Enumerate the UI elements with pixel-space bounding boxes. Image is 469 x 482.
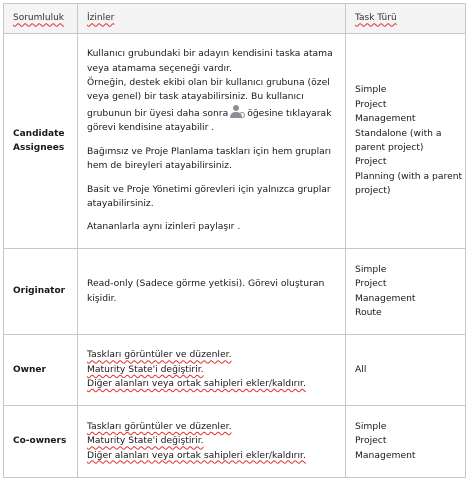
- permissions-cell: [78, 249, 346, 335]
- header-task-type-label: Task Türü: [355, 13, 397, 24]
- header-permissions: [78, 4, 346, 34]
- role-label: Candidate Assignees: [13, 128, 65, 153]
- permission-text: Örneğin, destek ekibi olan bir kullanıcı grubuna (özel veya genel) bir task atayabilirsiniz. Bu kullanıcı: [87, 77, 330, 103]
- role-cell: [4, 335, 78, 406]
- header-role-label: Sorumluluk: [13, 13, 65, 24]
- header-task-type: [346, 4, 466, 34]
- permission-text-with-icon: [87, 105, 345, 136]
- permission-text: Taskları görüntüler ve düzenler.: [87, 349, 232, 361]
- permissions-cell: [78, 335, 346, 406]
- role-cell: [4, 406, 78, 478]
- permission-text: Basit ve Proje Yönetimi görevleri için yalnızca gruplar atayabilirsiniz.: [87, 183, 331, 209]
- permission-text: Kullanıcı grubundaki bir adayın kendisini taska atama veya atamama seçeneği vardır.: [87, 48, 333, 74]
- permissions-cell: [78, 34, 346, 249]
- task-type-cell: [346, 249, 466, 335]
- task-type-value: Planning (with a parent project): [355, 170, 463, 197]
- table-row: [4, 335, 466, 406]
- role-label: Originator: [13, 286, 66, 297]
- table-row: [4, 34, 466, 249]
- task-type-value: All: [355, 363, 367, 375]
- permissions-cell: [78, 406, 346, 478]
- task-type-value: Project: [355, 278, 387, 290]
- table-row: [4, 249, 466, 335]
- task-type-value: Standalone (with a parent project): [355, 127, 442, 153]
- header-role: [4, 4, 78, 34]
- task-type-value: Route: [355, 306, 382, 318]
- task-type-value: Simple: [355, 84, 387, 96]
- task-type-cell: [346, 406, 466, 478]
- role-cell: [4, 249, 78, 335]
- permission-text: Diğer alanları veya ortak sahipleri ekler/kaldırır.: [87, 378, 306, 390]
- task-type-value: Project: [355, 156, 387, 168]
- task-type-value: Management: [355, 292, 416, 304]
- task-type-value: Simple: [355, 420, 387, 432]
- permission-text: Diğer alanları veya ortak sahipleri ekler/kaldırır.: [87, 449, 306, 461]
- table-header-row: [4, 4, 466, 34]
- table-row: [4, 406, 466, 478]
- task-type-value: Project: [355, 435, 387, 447]
- permission-text: Taskları görüntüler ve düzenler.: [87, 420, 232, 432]
- permission-text: Maturity State'i değiştirir.: [87, 363, 204, 375]
- task-type-value: Project: [355, 98, 387, 110]
- task-type-value: Management: [355, 113, 416, 125]
- permission-text: öğesine tıklayarak görevi kendisine atayabilir .: [87, 107, 332, 134]
- task-type-cell: [346, 34, 466, 249]
- task-type-cell: [346, 335, 466, 406]
- permissions-table: [3, 3, 466, 478]
- permission-text: Bağımsız ve Proje Planlama taskları için hem grupları hem de bireyleri atayabilirsiniz.: [87, 145, 332, 172]
- task-type-value: Management: [355, 449, 416, 461]
- role-label: Owner: [13, 364, 46, 375]
- role-label: Co-owners: [13, 436, 67, 447]
- header-permissions-label: İzinler: [87, 13, 115, 24]
- permission-text: Maturity State'i değiştirir.: [87, 435, 204, 447]
- task-type-value: Simple: [355, 263, 387, 275]
- permission-text: Atananlarla aynı izinleri paylaşır .: [87, 221, 241, 233]
- permission-text: Read-only (Sadece görme yetkisi). Görevi oluşturan kişidir.: [87, 278, 325, 304]
- role-cell: [4, 34, 78, 249]
- permission-text: grubunun bir üyesi daha sonra: [87, 107, 229, 119]
- assign-user-icon: [230, 105, 245, 118]
